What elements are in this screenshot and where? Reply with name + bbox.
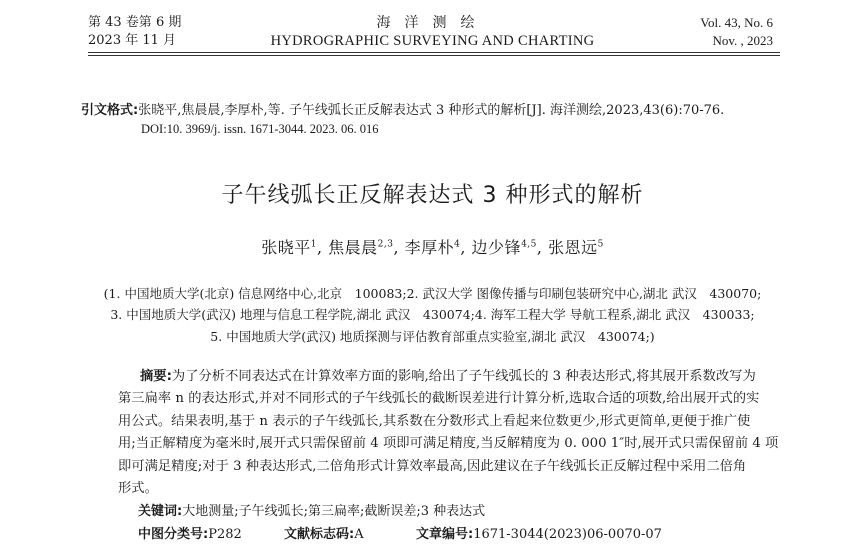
- citation-line: [81, 100, 724, 122]
- author-affiliation-mark: 4: [454, 239, 461, 250]
- article-number: [416, 523, 662, 542]
- header-issue-cn: 第 43 卷第 6 期: [88, 15, 182, 30]
- document-code: [284, 523, 364, 542]
- author-list: 张晓平$^1$, 焦晨晨$^{2,3}$, 李厚朴$^4$, 边少锋$^{4,5}$, 张恩远$^5$: [261, 238, 604, 257]
- citation-label: 引文格式:: [81, 103, 139, 118]
- header-rule-bottom: [88, 55, 780, 56]
- affiliation-line: 3. 中国地质大学(武汉) 地理与信息工程学院,湖北 武汉 430074;4. 海军工程大学 导航工程系,湖北 武汉 430033;: [110, 307, 755, 322]
- affiliation-line: 5. 中国地质大学(武汉) 地质探测与评估教育部重点实验室,湖北 武汉 430074;): [210, 329, 655, 344]
- doi: DOI:10. 3969/j. issn. 1671-3044. 2023. 06. 016: [141, 122, 379, 136]
- author-name: 边少锋: [471, 238, 522, 257]
- author-affiliation-mark: 1: [310, 239, 317, 250]
- abstract-label: 摘要:: [140, 369, 172, 384]
- clc-value: P282: [208, 527, 242, 542]
- author-affiliation-mark: 4,5: [521, 239, 537, 250]
- keywords-label: 关键词:: [138, 504, 183, 519]
- header-volume-info: [700, 14, 773, 50]
- header-date-en: Nov. , 2023: [712, 33, 773, 48]
- abstract-line: 用公式。结果表明,基于 n 表示的子午线弧长,其系数在分数形式上看起来位数更少,形式更简单,更便于推广使: [118, 413, 751, 429]
- author-name: 焦晨晨: [328, 238, 378, 257]
- abstract-line: 形式。: [118, 481, 158, 497]
- journal-name-cn: 海洋测绘: [376, 15, 489, 31]
- paper-title: 子午线弧长正反解表达式 3 种形式的解析: [221, 183, 644, 208]
- header-rule-top: [88, 52, 780, 53]
- journal-name-en: HYDROGRAPHIC SURVEYING AND CHARTING: [270, 33, 595, 49]
- abstract: [118, 366, 779, 500]
- abstract-line: 第三扁率 n 的表达形式,并对不同形式的子午线弧长的截断误差进行计算分析,选取合适的项数,给出展开式的实: [118, 391, 760, 407]
- article-number-label: 文章编号:: [416, 527, 474, 542]
- author-name: 张恩远: [548, 238, 598, 257]
- abstract-line: 摘要:为了分析不同表达式在计算效率方面的影响,给出了子午线弧长的 3 种表达形式,将其展开系数改写为: [140, 369, 756, 384]
- author-name: 李厚朴: [404, 238, 455, 257]
- author-name: 张晓平: [261, 238, 311, 257]
- document-code-label: 文献标志码:: [284, 527, 355, 542]
- keywords: [138, 500, 485, 519]
- citation-text: 张晓平,焦晨晨,李厚朴,等. 子午线弧长正反解表达式 3 种形式的解析[J]. 海洋测绘,2023,43(6):70-76.: [138, 103, 725, 118]
- article-number-value: 1671-3044(2023)06-0070-07: [473, 527, 662, 542]
- author-affiliation-mark: 5: [597, 239, 604, 250]
- abstract-line: 用;当正解精度为毫米时,展开式只需保留前 4 项即可满足精度,当反解精度为 0. 000 1″时,展开式只需保留前 4 项: [118, 436, 779, 452]
- clc-label: 中图分类号:: [138, 527, 209, 542]
- clc-number: [138, 523, 242, 542]
- author-affiliation-mark: 2,3: [377, 239, 394, 250]
- document-code-value: A: [354, 527, 364, 542]
- affiliation-line: (1. 中国地质大学(北京) 信息网络中心,北京 100083;2. 武汉大学 图像传播与印刷包装研究中心,湖北 武汉 430070;: [103, 286, 762, 301]
- abstract-line: 即可满足精度;对于 3 种表达形式,二倍角形式计算效率最高,因此建议在子午线弧长正反解过程中采用二倍角: [118, 458, 747, 474]
- header-date-cn: 2023 年 11 月: [88, 33, 177, 48]
- header-vol-en: Vol. 43, No. 6: [700, 15, 773, 30]
- keywords-text: 大地测量;子午线弧长;第三扁率;截断误差;3 种表达式: [182, 504, 486, 519]
